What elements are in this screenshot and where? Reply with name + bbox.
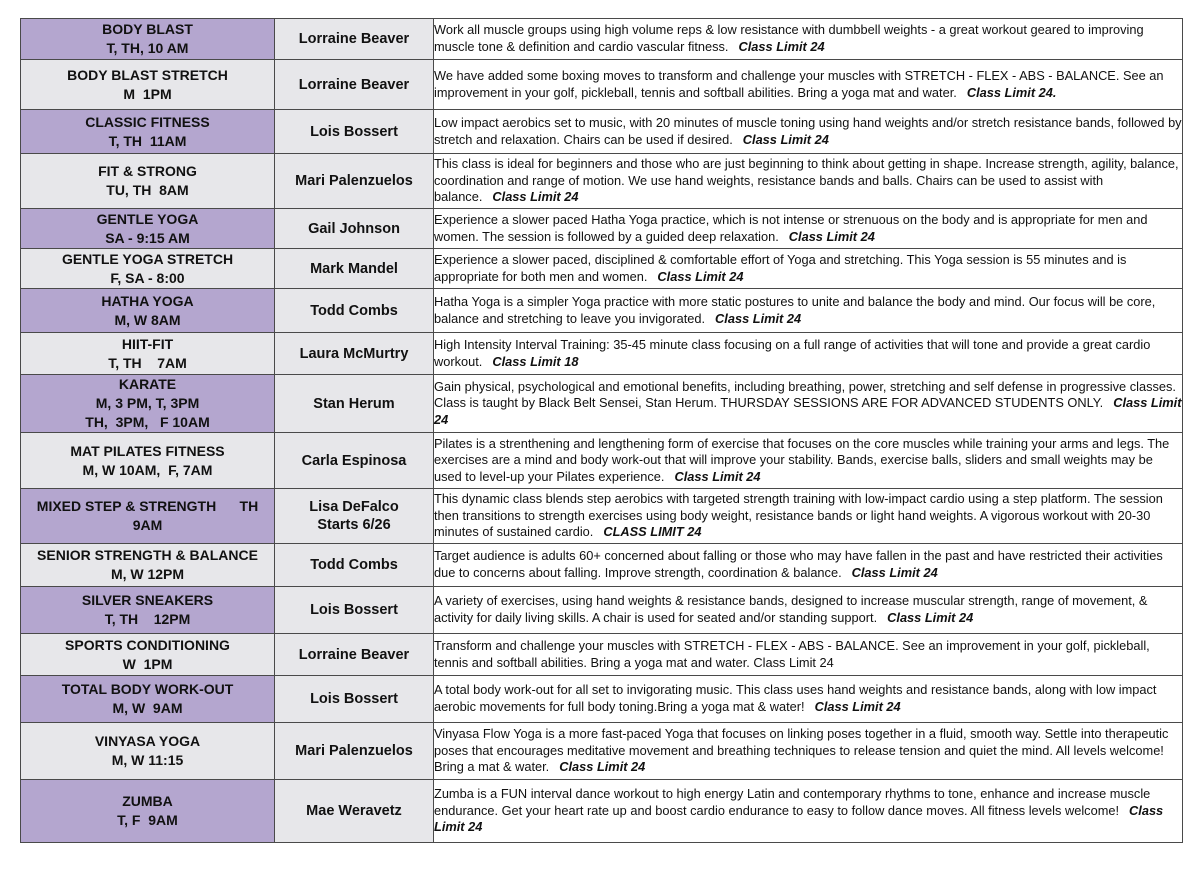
- instructor-name: Mari Palenzuelos: [295, 743, 413, 759]
- instructor-cell: [275, 209, 434, 249]
- class-row: [21, 209, 1183, 249]
- description-cell: [434, 544, 1183, 587]
- class-name: HATHA YOGA: [101, 292, 194, 309]
- class-description: Gain physical, psychological and emotional benefits, including breathing, power, stretching and self defense in progressive classes. Class is taught by Black Belt Sensei, Stan Herum. THURSDAY SESSIONS ARE FOR ADVANCED STUDENTS ONLY.: [434, 378, 1176, 411]
- class-cell: [21, 19, 275, 60]
- class-limit: Class Limit 24: [742, 131, 829, 147]
- class-row: [21, 489, 1183, 544]
- class-schedule-time: F, SA - 8:00: [110, 269, 185, 286]
- class-name: SPORTS CONDITIONING: [65, 636, 230, 653]
- instructor-name: Lorraine Beaver: [298, 31, 410, 47]
- description-cell: [434, 780, 1183, 843]
- class-description: Pilates is a strenthening and lengthening form of exercise that focuses on the core muscles while training your arms and legs. The exercises are a mind and body work-out that will improve your stability. Bands, exercise balls, sliders and small weights may be used to level-up your Pilates experience.: [434, 435, 1170, 484]
- class-limit: Class Limit 24: [434, 395, 1182, 427]
- instructor-name: Laura McMurtry: [299, 345, 409, 362]
- class-cell: [21, 209, 275, 249]
- class-limit: Class Limit 24: [657, 268, 744, 284]
- description-cell: [434, 19, 1183, 60]
- class-schedule-time: W 1PM: [122, 655, 173, 672]
- class-schedule-time: M 1PM: [123, 85, 172, 102]
- instructor-name: Stan Herum: [313, 395, 395, 412]
- class-row: [21, 723, 1183, 780]
- class-name: MIXED STEP & STRENGTH TH: [36, 498, 259, 514]
- instructor-cell: [275, 544, 434, 587]
- class-row: [21, 110, 1183, 154]
- class-name: KARATE: [118, 376, 177, 392]
- class-limit: Class Limit 24: [738, 39, 825, 54]
- class-schedule-body: [21, 19, 1183, 843]
- instructor-cell: [275, 780, 434, 843]
- instructor-cell: [275, 289, 434, 333]
- class-name: CLASSIC FITNESS: [85, 113, 210, 130]
- class-name: MAT PILATES FITNESS: [70, 442, 225, 459]
- class-limit: Class Limit 24: [788, 228, 875, 244]
- class-row: [21, 19, 1183, 60]
- class-limit: Class Limit 24: [887, 610, 974, 625]
- class-limit: Class Limit 24: [434, 802, 1164, 835]
- instructor-name: Gail Johnson: [308, 220, 400, 237]
- class-row: [21, 249, 1183, 289]
- class-schedule-time: M, W 8AM: [114, 311, 181, 328]
- class-schedule-time: T, TH, 10 AM: [106, 40, 189, 56]
- class-description: Experience a slower paced Hatha Yoga practice, which is not intense or strenuous on the body and is appropriate for men and women. The session is followed by a guided deep relaxation.: [434, 211, 1148, 244]
- class-schedule-time: TU, TH 8AM: [106, 182, 189, 198]
- class-description: Work all muscle groups using high volume reps & low resistance with dumbbell weights - a great workout geared to improving muscle tone & definition and cardio vascular fitness.: [434, 22, 1144, 54]
- instructor-name: Lois Bossert: [310, 602, 398, 618]
- class-name: GENTLE YOGA STRETCH: [61, 250, 234, 267]
- instructor-cell: [275, 154, 434, 209]
- class-cell: [21, 780, 275, 843]
- instructor-cell: [275, 634, 434, 676]
- description-cell: [434, 289, 1183, 333]
- class-limit: Class Limit 24: [492, 189, 579, 205]
- class-schedule-time: M, W 10AM, F, 7AM: [82, 461, 213, 478]
- class-limit: Class Limit 24: [715, 310, 802, 326]
- description-cell: [434, 375, 1183, 433]
- class-row: [21, 333, 1183, 375]
- class-row: [21, 544, 1183, 587]
- class-limit: CLASS LIMIT 24: [603, 524, 702, 540]
- class-cell: [21, 587, 275, 634]
- instructor-cell: [275, 19, 434, 60]
- class-row: [21, 433, 1183, 489]
- instructor-cell: [275, 60, 434, 110]
- class-description: Hatha Yoga is a simpler Yoga practice with more static postures to unite and balance the body and mind. Our focus will be core, balance and stretching to leave you invigorated.: [434, 293, 1156, 326]
- class-name: GENTLE YOGA: [96, 210, 199, 227]
- class-schedule-time: T, TH 11AM: [108, 132, 187, 149]
- description-cell: [434, 249, 1183, 289]
- description-cell: [434, 333, 1183, 375]
- class-cell: [21, 110, 275, 154]
- description-cell: [434, 110, 1183, 154]
- class-row: [21, 60, 1183, 110]
- class-description: We have added some boxing moves to transform and challenge your muscles with STRETCH - FLEX - ABS - BALANCE. See an improvement in your golf, pickleball, tennis and softball abilities. Bring a yoga mat and water.: [434, 67, 1164, 100]
- instructor-cell: [275, 723, 434, 780]
- class-cell: [21, 723, 275, 780]
- instructor-cell: [275, 587, 434, 634]
- class-limit: Class Limit 24: [814, 699, 901, 714]
- instructor-cell: [275, 110, 434, 154]
- instructor-cell: [275, 375, 434, 433]
- class-name: TOTAL BODY WORK-OUT: [61, 681, 234, 697]
- instructor-name: Carla Espinosa: [301, 452, 407, 469]
- instructor-cell: [275, 333, 434, 375]
- class-description: This class is ideal for beginners and those who are just beginning to think about getting in shape. Increase strength, agility, balance, coordination and range of motion. We use hand weights, resistance bands and balls. Chairs can be used to assist with balance.: [434, 156, 1179, 205]
- instructor-name: Mae Weravetz: [306, 803, 402, 819]
- class-row: [21, 587, 1183, 634]
- class-name: HIIT-FIT: [121, 335, 174, 352]
- class-name: BODY BLAST: [102, 21, 193, 37]
- class-name: ZUMBA: [122, 793, 173, 809]
- class-cell: [21, 249, 275, 289]
- instructor-name: Todd Combs: [310, 557, 398, 573]
- class-cell: [21, 544, 275, 587]
- description-cell: [434, 154, 1183, 209]
- instructor-name: Lisa DeFalco: [309, 499, 399, 515]
- instructor-name: Lorraine Beaver: [298, 646, 410, 663]
- instructor-cell: [275, 433, 434, 489]
- class-name: SILVER SNEAKERS: [81, 592, 214, 608]
- description-cell: [434, 676, 1183, 723]
- class-name: FIT & STRONG: [98, 163, 197, 179]
- class-schedule-time: M, W 12PM: [110, 566, 185, 582]
- class-description: High Intensity Interval Training: 35-45 minute class focusing on a full range of activities that will tone and provide a great cardio workout.: [434, 336, 1151, 369]
- class-row: [21, 154, 1183, 209]
- instructor-name: Lois Bossert: [310, 691, 398, 707]
- class-schedule-time: M, W 9AM: [112, 700, 183, 716]
- class-name: SENIOR STRENGTH & BALANCE: [37, 547, 258, 563]
- class-description: Vinyasa Flow Yoga is a more fast-paced Yoga that focuses on linking poses together in a fluid, smooth way. Settle into therapeutic poses that encourages meditative movement and breathing techniques to release tension and quiet the mind. All levels welcome! Bring a mat & water.: [434, 726, 1169, 775]
- instructor-name: Mari Palenzuelos: [295, 173, 413, 189]
- class-limit: Class Limit 24: [674, 468, 761, 484]
- class-schedule-time: M, W 11:15: [111, 752, 184, 768]
- class-description: A variety of exercises, using hand weights & resistance bands, designed to increase muscular strength, range of movement, & activity for daily living skills. A chair is used for seated and/or standing support.: [434, 593, 1148, 625]
- class-limit: Class Limit 24: [559, 759, 646, 775]
- class-schedule-time: SA - 9:15 AM: [105, 229, 190, 246]
- class-name: BODY BLAST STRETCH: [67, 66, 228, 83]
- class-schedule-time: T, TH 7AM: [108, 354, 187, 371]
- description-cell: [434, 60, 1183, 110]
- class-row: [21, 375, 1183, 433]
- class-name: VINYASA YOGA: [94, 733, 201, 749]
- description-cell: [434, 433, 1183, 489]
- class-description: Transform and challenge your muscles with STRETCH - FLEX - ABS - BALANCE. See an improvement in your golf, pickleball, tennis and softball abilities. Bring a yoga mat and water. Class Limit 24: [434, 637, 1150, 670]
- class-description: Experience a slower paced, disciplined & comfortable effort of Yoga and stretching. This Yoga session is 55 minutes and is appropriate for both men and women.: [434, 251, 1127, 284]
- class-cell: [21, 676, 275, 723]
- class-description: Zumba is a FUN interval dance workout to high energy Latin and contemporary rhythms to tone, enhance and increase muscle endurance. Get your heart rate up and boost cardio endurance to easy to follow dance moves. All fitness levels welcome!: [434, 786, 1151, 818]
- class-description: A total body work-out for all set to invigorating music. This class uses hand weights and resistance bands, along with low impact aerobic movements for full body toning.Bring a yoga mat & water!: [434, 682, 1157, 714]
- instructor-cell: [275, 249, 434, 289]
- description-cell: [434, 587, 1183, 634]
- instructor-start-note: Starts 6/26: [317, 517, 391, 533]
- description-cell: [434, 209, 1183, 249]
- class-row: [21, 289, 1183, 333]
- class-schedule-time: 9AM: [132, 517, 163, 533]
- class-row: [21, 780, 1183, 843]
- class-cell: [21, 489, 275, 544]
- class-cell: [21, 333, 275, 375]
- instructor-name: Lorraine Beaver: [298, 76, 410, 93]
- description-cell: [434, 723, 1183, 780]
- description-cell: [434, 634, 1183, 676]
- class-cell: [21, 375, 275, 433]
- class-cell: [21, 289, 275, 333]
- description-cell: [434, 489, 1183, 544]
- instructor-name: Todd Combs: [310, 302, 398, 319]
- class-cell: [21, 433, 275, 489]
- class-cell: [21, 154, 275, 209]
- class-description: Low impact aerobics set to music, with 20 minutes of muscle toning using hand weights and/or stretch resistance bands, followed by stretch and relaxation. Chairs can be used if desired.: [434, 114, 1182, 147]
- instructor-name: Lois Bossert: [310, 123, 398, 140]
- instructor-cell: [275, 676, 434, 723]
- class-description: Target audience is adults 60+ concerned about falling or those who may have fallen in the past and have restricted their activities due to concerns about falling. Improve strength, coordination & balance.: [434, 548, 1163, 580]
- instructor-name: Mark Mandel: [310, 260, 398, 277]
- class-limit: Class Limit 24.: [966, 84, 1057, 100]
- instructor-cell: [275, 489, 434, 544]
- class-schedule-time: T, F 9AM: [117, 812, 178, 828]
- class-schedule-table: [20, 18, 1183, 843]
- class-row: [21, 676, 1183, 723]
- class-limit: Class Limit 24: [851, 565, 938, 580]
- class-row: [21, 634, 1183, 676]
- class-limit: Class Limit 18: [492, 353, 579, 369]
- class-cell: [21, 634, 275, 676]
- class-description: This dynamic class blends step aerobics with targeted strength training with low-impact cardio using a step platform. The session then transitions to strength exercises using body weight, resistance bands or light hand weights. A vigorous workout with 20-30 minutes of sustained cardio.: [434, 491, 1163, 540]
- class-cell: [21, 60, 275, 110]
- class-schedule-time: T, TH 12PM: [104, 611, 191, 627]
- class-schedule-time: M, 3 PM, T, 3PM TH, 3PM, F 10AM: [85, 395, 210, 430]
